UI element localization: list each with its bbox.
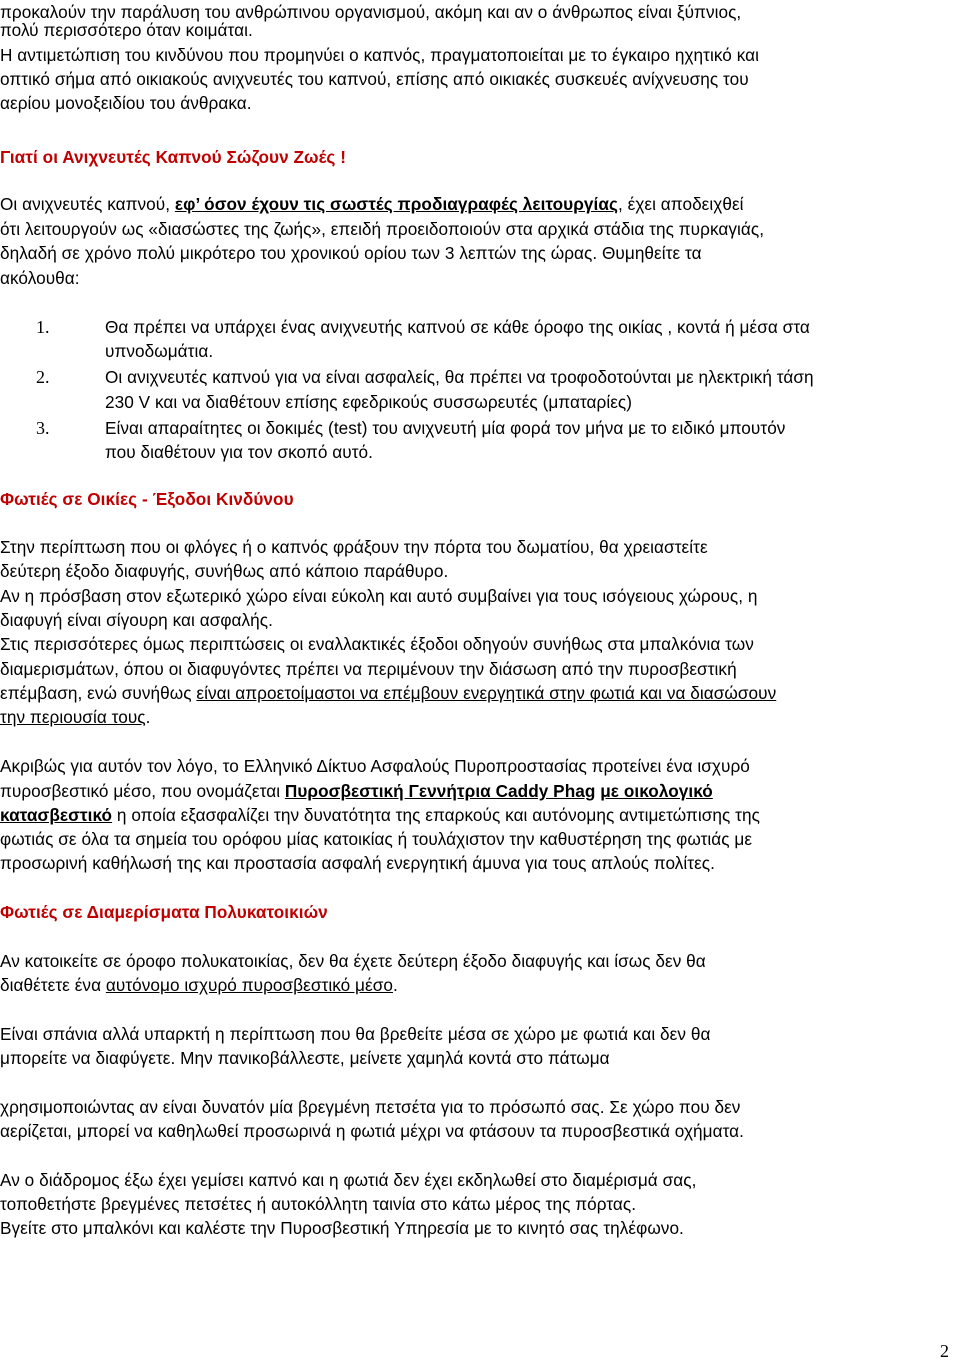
- text-span: .: [145, 707, 151, 727]
- emphasized-text: εφ’ όσον έχουν τις σωστές προδιαγραφές λειτουργίας: [174, 194, 618, 214]
- intro-line-1: προκαλούν την παράλυση του ανθρώπινου οργανισμού, ακόμη και αν ο άνθρωπος είναι ξύπνιος,: [0, 2, 742, 22]
- list-text: Είναι απαραίτητες οι δοκιμές (test) του ανιχνευτή μία φορά τον μήνα με το ειδικό μπουτόν: [105, 418, 786, 438]
- paragraph-line: ακόλουθα:: [0, 268, 80, 288]
- paragraph-line: Στην περίπτωση που οι φλόγες ή ο καπνός φράξουν την πόρτα του δωματίου, θα χρειαστείτε: [0, 537, 708, 557]
- underlined-text: αυτόνομο ισχυρό πυροσβεστικό μέσο: [105, 975, 393, 995]
- emphasized-text: κατασβεστικό: [0, 805, 113, 825]
- section-heading-apartment-fires: Φωτιές σε Διαμερίσματα Πολυκατοικιών: [0, 902, 328, 922]
- section-heading-house-fires: Φωτιές σε Οικίες - Έξοδοι Κινδύνου: [0, 489, 294, 509]
- section-heading-smoke-detectors: Γιατί οι Ανιχνευτές Καπνού Σώζουν Ζωές !: [0, 147, 347, 167]
- paragraph-line: Αν κατοικείτε σε όροφο πολυκατοικίας, δεν θα έχετε δεύτερη έξοδο διαφυγής και ίσως δεν θα: [0, 951, 706, 971]
- text-span: πυροσβεστικό μέσο, που ονομάζεται: [0, 781, 285, 801]
- text-span: .: [393, 975, 398, 995]
- paragraph-line: Αν η πρόσβαση στον εξωτερικό χώρο είναι εύκολη και αυτό συμβαίνει για τους ισόγειους χώρους, η: [0, 586, 758, 606]
- list-item: [36, 416, 785, 440]
- intro-line-3: Η αντιμετώπιση του κινδύνου που προμηνύει ο καπνός, πραγματοποιείται με το έγκαιρο ηχητικό και: [0, 45, 760, 65]
- paragraph-line: Ακριβώς για αυτόν τον λόγο, το Ελληνικό Δίκτυο Ασφαλούς Πυροπροστασίας προτείνει ένα ισχυρό: [0, 756, 750, 776]
- emphasized-text: με οικολογικό: [600, 781, 713, 801]
- paragraph-line: διαμερισμάτων, όπου οι διαφυγόντες πρέπει να περιμένουν την διάσωση από την πυροσβεστική: [0, 659, 737, 679]
- paragraph-line: διαφυγή είναι σίγουρη και ασφαλής.: [0, 610, 273, 630]
- list-item: [36, 365, 814, 389]
- text-span: διαθέτετε ένα: [0, 975, 106, 995]
- paragraph-line: [0, 779, 713, 803]
- paragraph-line: δεύτερη έξοδο διαφυγής, συνήθως από κάποιο παράθυρο.: [0, 561, 449, 581]
- list-item-continuation: υπνοδωμάτια.: [105, 341, 214, 361]
- paragraph-line: Στις περισσότερες όμως περιπτώσεις οι εναλλακτικές έξοδοι οδηγούν συνήθως στα μπαλκόνια των: [0, 634, 754, 654]
- intro-line-2: πολύ περισσότερο όταν κοιμάται.: [0, 20, 253, 40]
- list-number: 1.: [36, 317, 50, 337]
- paragraph-line: [0, 681, 776, 705]
- paragraph-line: φωτιάς σε όλα τα σημεία του ορόφου μίας κατοικίας ή τουλάχιστον την καθυστέρηση της φωτιάς με: [0, 829, 753, 849]
- paragraph-line: Βγείτε στο μπαλκόνι και καλέστε την Πυροσβεστική Υπηρεσία με το κινητό σας τηλέφωνο.: [0, 1218, 684, 1238]
- paragraph-line: Αν ο διάδρομος έξω έχει γεμίσει καπνό και η φωτιά δεν έχει εκδηλωθεί στο διαμέρισμά σας,: [0, 1170, 697, 1190]
- list-item: [36, 315, 810, 339]
- paragraph-line: προσωρινή καθήλωσή της και προστασία ασφαλή ενεργητική άμυνα για τους απλούς πολίτες.: [0, 853, 715, 873]
- list-number: 2.: [36, 367, 50, 387]
- list-item-continuation: 230 V και να διαθέτουν επίσης εφεδρικούς συσσωρευτές (μπαταρίες): [105, 392, 633, 412]
- intro-line-5: αερίου μονοξειδίου του άνθρακα.: [0, 93, 252, 113]
- paragraph-line: χρησιμοποιώντας αν είναι δυνατόν μία βρεγμένη πετσέτα για το πρόσωπό σας. Σε χώρο που δεν: [0, 1097, 741, 1117]
- paragraph-line: [0, 192, 744, 216]
- list-text: Θα πρέπει να υπάρχει ένας ανιχνευτής καπνού σε κάθε όροφο της οικίας , κοντά ή μέσα στα: [105, 317, 810, 337]
- list-item-continuation: που διαθέτουν για τον σκοπό αυτό.: [105, 442, 373, 462]
- text-span: η οποία εξασφαλίζει την δυνατότητα της επαρκούς και αυτόνομης αντιμετώπισης της: [112, 805, 760, 825]
- underlined-text: την περιουσία τους: [0, 707, 146, 727]
- paragraph-line: ότι λειτουργούν ως «διασώστες της ζωής», επειδή προειδοποιούν στα αρχικά στάδια της πυρκαγιάς,: [0, 219, 765, 239]
- intro-line-4: οπτικό σήμα από οικιακούς ανιχνευτές του καπνού, επίσης από οικιακές συσκευές ανίχνευσης του: [0, 69, 749, 89]
- paragraph-line: [0, 803, 760, 827]
- product-name: Πυροσβεστική Γεννήτρια Caddy Phag: [284, 781, 596, 801]
- text-span: Οι ανιχνευτές καπνού,: [0, 194, 175, 214]
- paragraph-line: Είναι σπάνια αλλά υπαρκτή η περίπτωση που θα βρεθείτε μέσα σε χώρο με φωτιά και δεν θα: [0, 1024, 711, 1044]
- text-span: , έχει αποδειχθεί: [617, 194, 744, 214]
- text-span: επέμβαση, ενώ συνήθως: [0, 683, 197, 703]
- paragraph-line: μπορείτε να διαφύγετε. Μην πανικοβάλλεστε, μείνετε χαμηλά κοντά στο πάτωμα: [0, 1048, 610, 1068]
- paragraph-line: αερίζεται, μπορεί να καθηλωθεί προσωρινά η φωτιά μέχρι να φτάσουν τα πυροσβεστικά οχήματα.: [0, 1121, 744, 1141]
- paragraph-line: [0, 973, 398, 997]
- paragraph-line: δηλαδή σε χρόνο πολύ μικρότερο του χρονικού ορίου των 3 λεπτών της ώρας. Θυμηθείτε τα: [0, 243, 702, 263]
- list-number: 3.: [36, 418, 50, 438]
- paragraph-line: τοποθετήστε βρεγμένες πετσέτες ή αυτοκόλλητη ταινία στο κάτω μέρος της πόρτας.: [0, 1194, 637, 1214]
- page-number: 2: [940, 1341, 949, 1361]
- list-text: Οι ανιχνευτές καπνού για να είναι ασφαλείς, θα πρέπει να τροφοδοτούνται με ηλεκτρική τάση: [105, 367, 814, 387]
- paragraph-line: [0, 705, 150, 729]
- underlined-text: είναι απροετοίμαστοι να επέμβουν ενεργητικά στην φωτιά και να διασώσουν: [196, 683, 777, 703]
